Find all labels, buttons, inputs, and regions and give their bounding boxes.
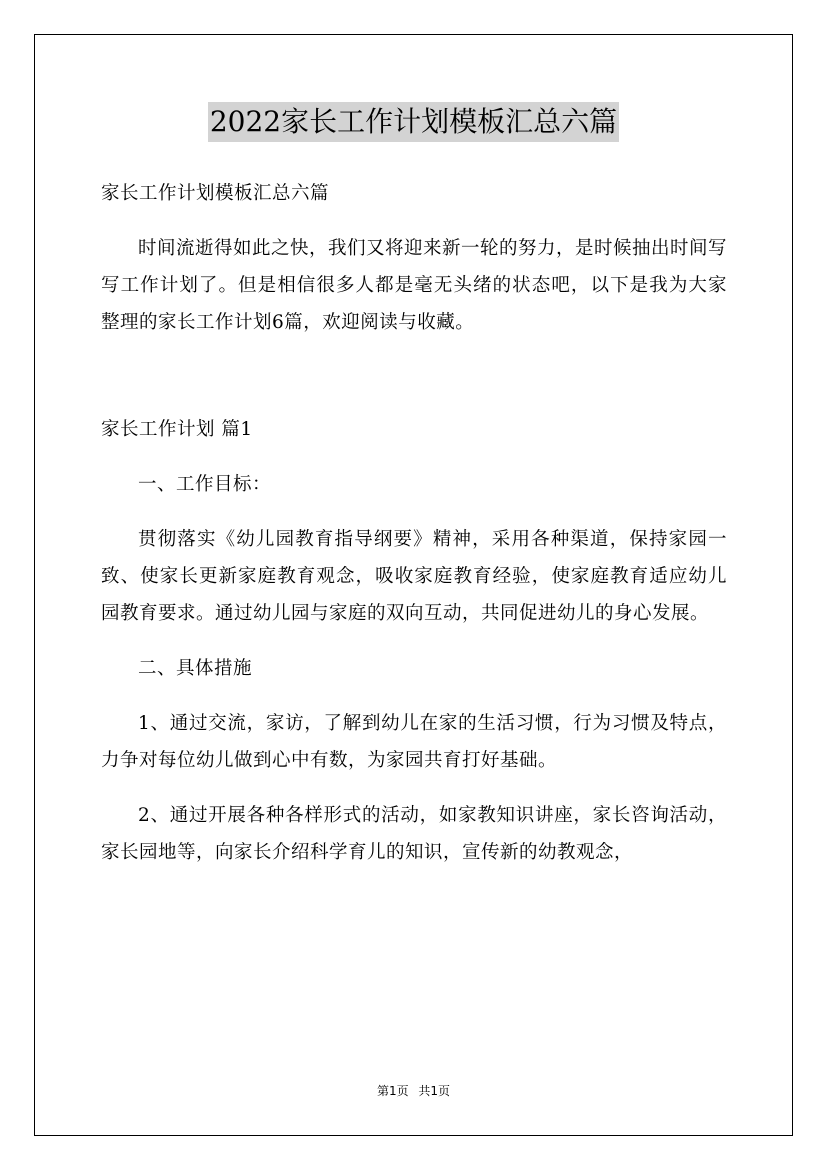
page-footer <box>0 1082 827 1099</box>
title-container <box>0 102 827 142</box>
goal-heading: 一、工作目标： <box>138 474 272 495</box>
document-body <box>101 175 727 871</box>
section-heading: 家长工作计划 篇1 <box>101 419 253 440</box>
document-title: 2022家长工作计划模板汇总六篇 <box>208 102 619 142</box>
measure-item-1: 1、通过交流，家访，了解到幼儿在家的生活习惯，行为习惯及特点，力争对每位幼儿做到心中有数，为家园共育打好基础。 <box>101 713 727 771</box>
page-total: 共1页 <box>418 1084 451 1098</box>
measure-item-2: 2、通过开展各种各样形式的活动，如家教知识讲座，家长咨询活动，家长园地等，向家长介绍科学育儿的知识，宣传新的幼教观念， <box>101 805 727 863</box>
intro-paragraph: 时间流逝得如此之快，我们又将迎来新一轮的努力，是时候抽出时间写写工作计划了。但是相信很多人都是毫无头绪的状态吧，以下是我为大家整理的家长工作计划6篇，欢迎阅读与收藏。 <box>101 238 728 333</box>
measures-heading: 二、具体措施 <box>138 658 253 679</box>
document-subtitle: 家长工作计划模板汇总六篇 <box>101 183 330 204</box>
goal-paragraph: 贯彻落实《幼儿园教育指导纲要》精神，采用各种渠道，保持家园一致、使家长更新家庭教育观念，吸收家庭教育经验，使家庭教育适应幼儿园教育要求。通过幼儿园与家庭的双向互动，共同促进幼儿的身心发展。 <box>101 529 727 624</box>
page-number: 第1页 <box>376 1084 409 1098</box>
